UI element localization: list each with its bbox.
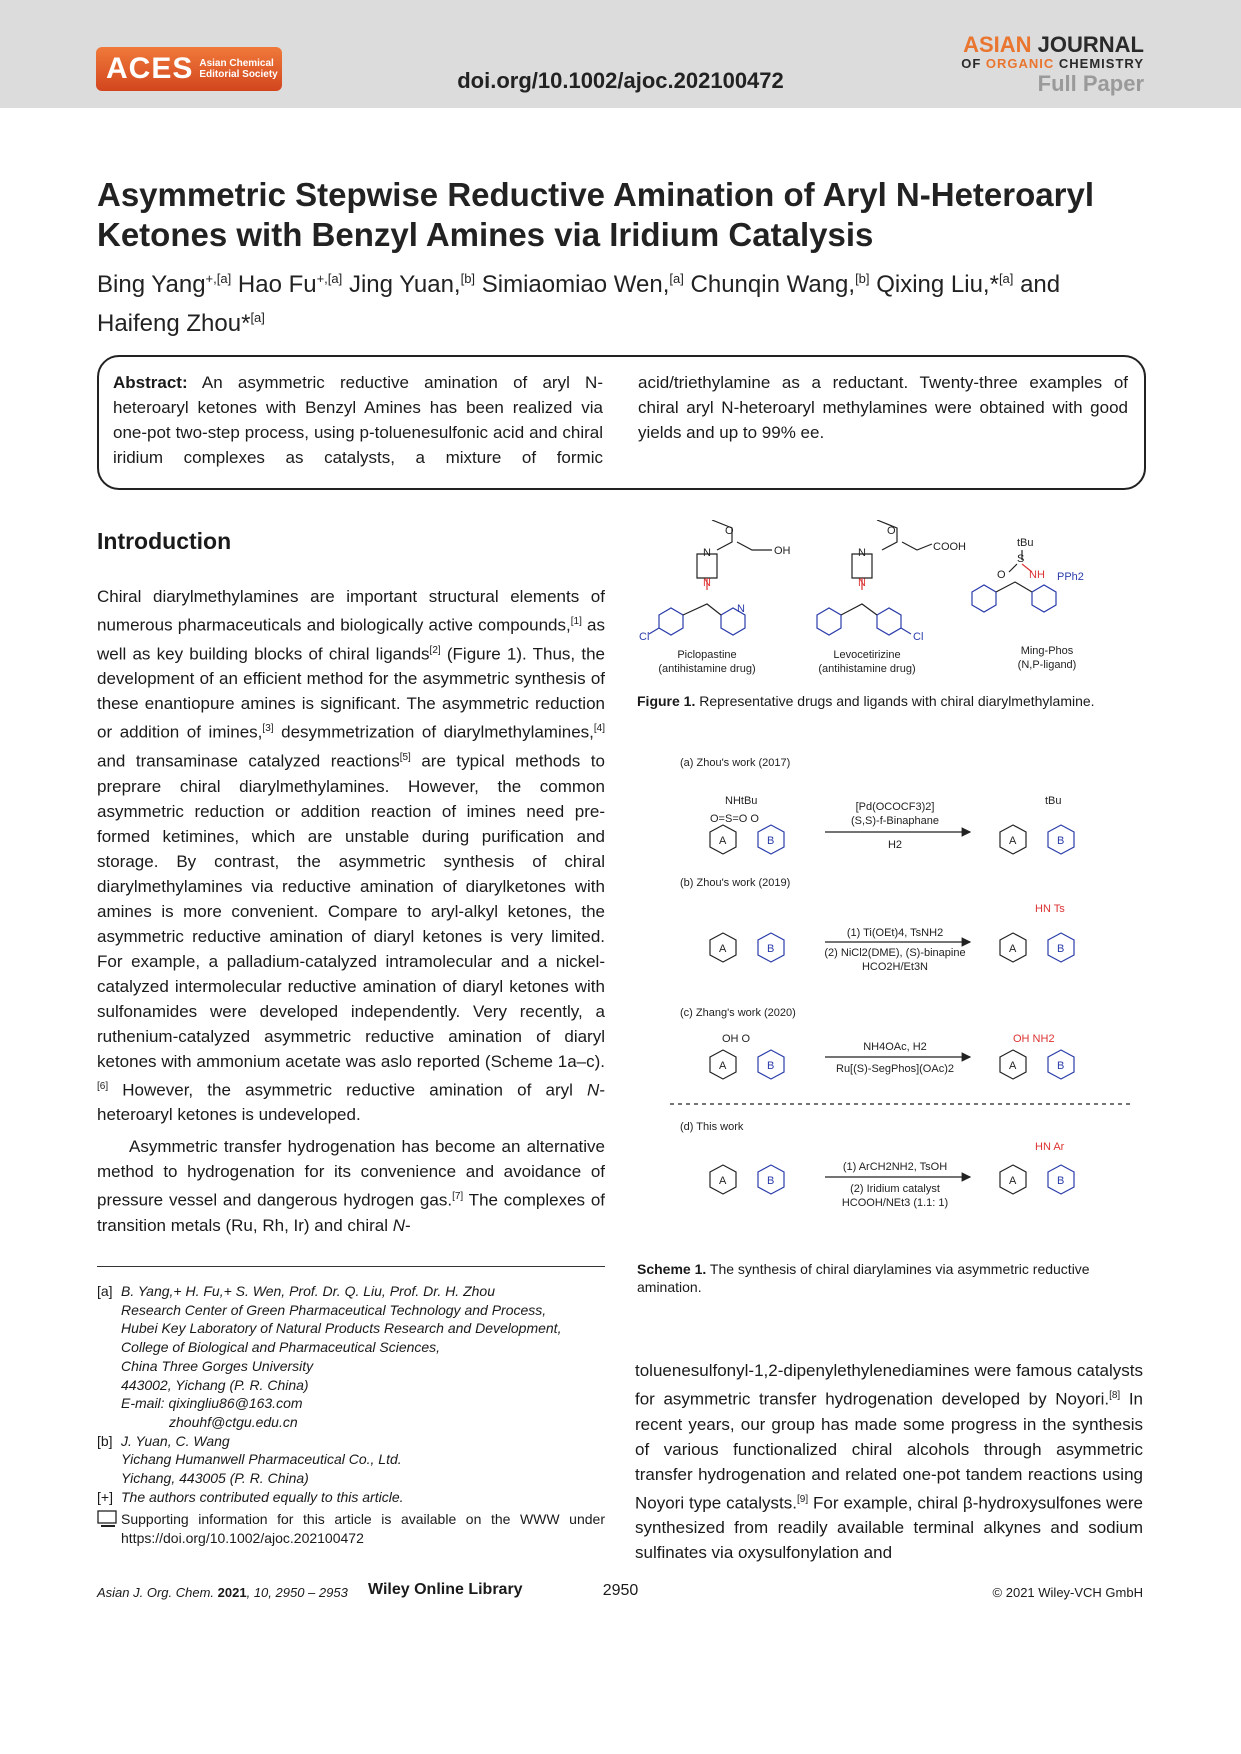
text-run: (Figure 1). Thus, the development of an efficient method for the asymmetric synthesis of these enantiopure amines is significant. The asymmetric reduction or addition of imines, (97, 644, 605, 742)
right-column-paragraph (635, 1358, 1143, 1565)
ring-label-a: A (1009, 835, 1017, 847)
footnotes (97, 1282, 605, 1548)
figure-caption-text: Representative drugs and ligands with chiral diarylmethylamine. (695, 693, 1095, 709)
footnote-rule (97, 1266, 605, 1267)
scheme-sm-group: NHtBu (725, 795, 758, 807)
atom-s: S (1017, 553, 1025, 565)
journal-word-chemistry: CHEMISTRY (1054, 56, 1144, 71)
scheme-sm-group: OH O (722, 1033, 751, 1045)
author-affil: +,[a] (316, 271, 343, 286)
intro-paragraph-1 (97, 584, 605, 1127)
text-run: toluenesulfonyl-1,2-dipenylethylenediamines were famous catalysts for asymmetric transfer hydrogenation developed by Noyori. (635, 1361, 1143, 1409)
scheme-condition: [Pd(OCOCF3)2] (855, 801, 935, 813)
aces-logo-text: ACES (106, 52, 194, 85)
aces-logo-sub2: Editorial Society (199, 69, 278, 80)
ring-label-b: B (767, 835, 775, 847)
text-run: However, the asymmetric reductive amination of aryl (108, 1080, 588, 1100)
text-run: - (405, 1215, 411, 1235)
abstract-text (113, 370, 1128, 470)
journal-logo (961, 34, 1144, 96)
footnote-email[interactable]: zhouhf@ctgu.edu.cn (169, 1413, 298, 1430)
author-affil: [b] (855, 271, 870, 286)
ring-label-b: B (1057, 1175, 1065, 1187)
citation-ref[interactable]: [7] (452, 1191, 464, 1202)
citation-ref[interactable]: [9] (796, 1493, 809, 1505)
compound-note-levocetirizine: (antihistamine drug) (818, 663, 916, 675)
footnote-line: Research Center of Green Pharmaceutical Technology and Process, (121, 1301, 547, 1318)
atom-n-red: N (858, 577, 866, 589)
atom-cl: Cl (913, 631, 924, 643)
abstract-label: Abstract: (113, 373, 188, 392)
ring-label-b: B (1057, 943, 1065, 955)
footnote-line: Yichang, 443005 (P. R. China) (121, 1470, 309, 1487)
scheme-condition: (1) Ti(OEt)4, TsNH2 (846, 927, 944, 939)
footnote-line: College of Biological and Pharmaceutical Sciences, (121, 1339, 441, 1356)
scheme-product-group: OH NH2 (1013, 1033, 1055, 1045)
author-name: Haifeng Zhou* (97, 310, 251, 337)
atom-o: O (725, 525, 734, 537)
footer-volume-pages: , 10, 2950 – 2953 (246, 1585, 348, 1600)
author-name: Bing Yang (97, 271, 206, 298)
footnote-line: China Three Gorges University (121, 1357, 314, 1374)
ring-label-b: B (1057, 835, 1065, 847)
scheme-condition: HCO2H/Et3N (861, 961, 929, 973)
article-title: Asymmetric Stepwise Reductive Amination of Aryl N-Heteroaryl Ketones with Benzyl Amines via Iridium Catalysis (97, 176, 1094, 253)
ring-label-a: A (719, 835, 727, 847)
citation-ref[interactable]: [5] (399, 751, 411, 763)
text-run: and transaminase catalyzed reactions (97, 751, 400, 771)
text-run: as well as key building blocks of chiral ligands (97, 615, 605, 664)
footnote-b (97, 1432, 605, 1488)
scheme-condition: (1) ArCH2NH2, TsOH (842, 1161, 948, 1173)
author-name: Hao Fu (237, 271, 317, 298)
scheme-condition: HCOOH/NEt3 (1.1: 1) (841, 1197, 949, 1209)
scheme-condition: Ru[(S)-SegPhos](OAc)2 (836, 1063, 954, 1075)
scheme-sm-sulfonyl: O=S=O O (710, 813, 759, 825)
footnote-mark: [b] (97, 1432, 113, 1449)
scheme-condition: NH4OAc, H2 (863, 1041, 927, 1053)
citation-ref[interactable]: [6] (97, 1080, 109, 1092)
author-affil: [a] (998, 271, 1014, 286)
scheme-1 (670, 752, 1130, 1252)
atom-oh: OH (774, 545, 791, 557)
journal-word-journal: JOURNAL (1037, 32, 1144, 57)
page-number: 2950 (602, 1582, 639, 1599)
compound-name-mingphos: Ming-Phos (1020, 645, 1074, 657)
footnote-plus (97, 1488, 605, 1507)
journal-word-of: OF (961, 56, 986, 71)
ring-label-a: A (1009, 1175, 1017, 1187)
ring-label-a: A (719, 1060, 727, 1072)
doi-link[interactable]: doi.org/10.1002/ajoc.202100472 (457, 68, 784, 93)
scheme-condition: H2 (887, 839, 903, 851)
abstract-body: An asymmetric reductive amination of aryl N-heteroaryl ketones with Benzyl Amines has been realized via one-pot two-step process, using p-toluenesulfonic acid and chiral iridium complexes as catalysts, a mixture of formic acid/triethylamine as a reductant. Twenty-three examples of chiral aryl N-heteroaryl methylamines were obtained with good yields and up to 99% ee. (113, 373, 1128, 467)
scheme-condition: (2) Iridium catalyst (850, 1183, 940, 1195)
author-affil: [a] (669, 271, 684, 286)
footnote-email[interactable]: E-mail: qixingliu86@163.com (121, 1395, 303, 1412)
atom-o: O (887, 525, 896, 537)
compound-note-piclopastine: (antihistamine drug) (658, 663, 756, 675)
text-run: In recent years, our group has made some progress in the synthesis of various functionalized chiral alcohols through asymmetric transfer hydrogenation and related one-pot tandem reactions using Noyori type catalysts. (635, 1389, 1143, 1513)
ring-label-b: B (767, 943, 775, 955)
footnote-line: J. Yuan, C. Wang (121, 1432, 230, 1449)
compound-name-levocetirizine: Levocetirizine (833, 649, 901, 661)
scheme-condition: (2) NiCl2(DME), (S)-binapine (824, 947, 966, 959)
scheme-label: Scheme 1. (637, 1261, 707, 1277)
journal-word-asian: ASIAN (963, 32, 1038, 57)
atom-o: O (997, 569, 1006, 581)
scheme-product-group: tBu (1045, 795, 1062, 807)
citation-ref[interactable]: [1] (570, 616, 582, 627)
atom-cl: Cl (639, 631, 650, 643)
footnote-line: Hubei Key Laboratory of Natural Products Research and Development, (121, 1320, 562, 1337)
aces-logo-sub1: Asian Chemical (199, 58, 274, 69)
atom-n: N (703, 547, 711, 559)
scheme-section-heading: (b) Zhou's work (2019) (680, 877, 791, 889)
footer-year: 2021 (217, 1585, 247, 1600)
ring-label-b: B (767, 1060, 775, 1072)
ring-label-b: B (1057, 1060, 1065, 1072)
wiley-online-library-link[interactable]: Wiley Online Library (368, 1581, 523, 1598)
footnote-line: B. Yang,+ H. Fu,+ S. Wen, Prof. Dr. Q. Liu, Prof. Dr. H. Zhou (121, 1283, 495, 1299)
footer-journal-abbr: Asian J. Org. Chem. (97, 1585, 215, 1600)
text-run-italic: N (392, 1215, 405, 1235)
ring-label-b: B (767, 1175, 775, 1187)
scheme-caption-text: The synthesis of chiral diarylamines via asymmetric reductive amination. (637, 1261, 1090, 1295)
author-name: Chunqin Wang, (690, 271, 856, 298)
text-run: are typical methods to preprare chiral diarylmethylamines. However, the common asymmetric reduction or addition reaction of imines need pre-formed ketimines, which are unstable during purification and storage. By contrast, the asymmetric synthesis of chiral diarylmethylamines via reductive amination of diarylketones with amines is more convenient. Compare to aryl-alkyl ketones, the asymmetric reductive amination of diaryl ketones is very limited. For example, a palladium-catalyzed intramolecular and a nickel-catalyzed intermolecular reductive amination of diaryl ketones with sulfonamides were developed independently. Very recently, a ruthenium-catalyzed asymmetric reductive amination of diaryl ketones with ammonium acetate was aslo reported (Scheme 1a–c). (97, 751, 605, 1071)
figure-1-caption (637, 692, 1142, 710)
text-run: desymmetrization of diarylmethylamines, (273, 722, 594, 742)
journal-word-organic: ORGANIC (985, 56, 1055, 71)
author-affil: +,[a] (205, 271, 232, 286)
scheme-product-group: HN Ts (1035, 903, 1065, 915)
intro-paragraph-2 (97, 1134, 605, 1238)
atom-nh: NH (1029, 569, 1045, 581)
figure-label: Figure 1. (637, 693, 696, 709)
atom-tbu: tBu (1017, 537, 1034, 549)
atom-n-red: N (703, 577, 711, 589)
levocetirizine-structure (817, 520, 932, 635)
text-run: For example, chiral β-hydroxysulfones were synthesized from readily available terminal alkynes and sodium sulfinates via oxysulfonylation and (635, 1493, 1143, 1563)
supporting-info-text[interactable]: Supporting information for this article is available on the WWW under https://doi.org/10.1002/ajoc.202100472 (121, 1511, 605, 1547)
section-heading-introduction: Introduction (97, 528, 232, 554)
author-name: Simiaomiao Wen, (481, 271, 670, 298)
scheme-condition: (S,S)-f-Binaphane (850, 815, 940, 827)
scheme-section-heading: (c) Zhang's work (2020) (680, 1007, 796, 1019)
mingphos-structure (972, 550, 1056, 612)
author-name: Jing Yuan, (348, 271, 461, 298)
atom-n-blue: N (737, 603, 745, 615)
atom-pph2: PPh2 (1057, 571, 1084, 583)
scheme-section-heading: (d) This work (680, 1121, 744, 1133)
compound-name-piclopastine: Piclopastine (677, 649, 737, 661)
author-name: Qixing Liu,* (876, 271, 999, 298)
footnote-mark: [+] (97, 1488, 113, 1505)
atom-n: N (858, 547, 866, 559)
text-run: Asymmetric transfer hydrogenation has become an alternative method to hydrogenation for its convenience and avoidance of pressure vessel and dangerous hydrogen gas. (97, 1137, 605, 1210)
scheme-section-heading: (a) Zhou's work (2017) (680, 757, 791, 769)
text-run-italic: N (587, 1080, 600, 1100)
author-affil: [a] (250, 310, 265, 325)
citation-ref[interactable]: [2] (429, 644, 441, 656)
atom-cooh: COOH (933, 541, 966, 553)
figure-1-structures (637, 520, 1142, 680)
supporting-info (97, 1510, 605, 1547)
footnote-line: The authors contributed equally to this article. (121, 1488, 404, 1505)
citation-ref[interactable]: [8] (1109, 1390, 1121, 1401)
footnote-line: 443002, Yichang (P. R. China) (121, 1376, 309, 1393)
citation-ref[interactable]: [3] (262, 723, 274, 735)
footnote-a (97, 1282, 605, 1432)
ring-label-a: A (1009, 943, 1017, 955)
ring-label-a: A (1009, 1060, 1017, 1072)
scheme-1-caption (637, 1260, 1142, 1296)
ring-label-a: A (719, 943, 727, 955)
text-run: -heteroaryl ketones is undeveloped. (97, 1080, 605, 1125)
text-run: Chiral diarylmethylamines are important structural elements of numerous pharmaceuticals and biologically active compounds, (97, 587, 605, 635)
copyright: © 2021 Wiley-VCH GmbH (992, 1585, 1143, 1600)
text-run: The complexes of transition metals (Ru, Rh, Ir) and chiral (97, 1190, 606, 1235)
footnote-line: Yichang Humanwell Pharmaceutical Co., Ltd. (121, 1451, 402, 1468)
author-affil: [b] (460, 271, 476, 286)
ring-label-a: A (719, 1175, 727, 1187)
author-list: Bing Yang$^{+,[a]}$ Hao $Fu^{+,[a]}$ Jing Yuan,[b] Simiaomiao Wen,[a] Chunqin Wang,[b] Qixing Liu,*[a] and Haifeng Zhou*[a] (97, 271, 1061, 337)
footnote-mark: [a] (97, 1283, 113, 1299)
scheme-product-group: HN Ar (1035, 1141, 1065, 1153)
computer-icon (97, 1510, 119, 1528)
compound-note-mingphos: (N,P-ligand) (1017, 659, 1077, 671)
paper-type: Full Paper (1037, 71, 1144, 96)
citation-ref[interactable]: [4] (593, 723, 605, 735)
